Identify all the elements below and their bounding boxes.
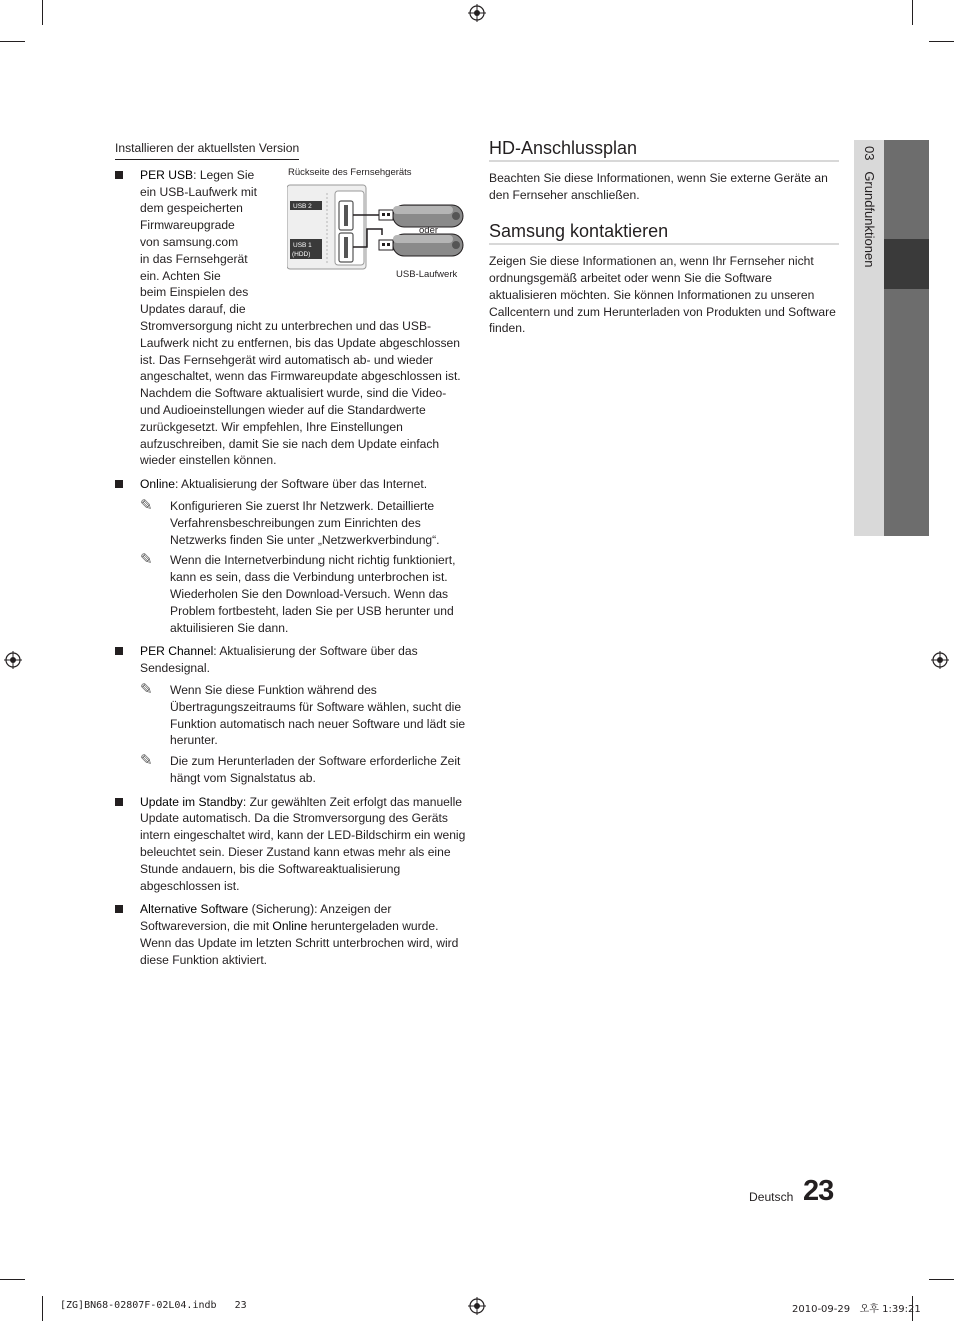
list-item <box>115 794 467 895</box>
crop-mark <box>929 41 954 42</box>
list-item <box>115 167 467 469</box>
slug-file: [ZG]BN68-02807F-02L04.indb 23 <box>60 1300 247 1311</box>
item-text-rest: Stromversorgung nicht zu unterbrechen und das USB-Laufwerk nicht zu entfernen, bis das Update abgeschlossen ist. Das Fernsehgerät wird automatisch ab- und wieder angeschaltet, wenn das Firmwareupdate abgeschlossen ist. Nachdem die Software aktualisiert wurde, sind die Video- und Audioeinstellungen wieder auf die Standardwerte zurückgesetzt. Wir empfehlen, Ihre Einstellungen aufzuschreiben, damit Sie sie nach dem Update einfach wieder einstellen können. <box>140 318 461 468</box>
page-number: 23 <box>803 1175 834 1207</box>
note <box>140 495 467 548</box>
item-text: : Zur gewählten Zeit erfolgt das manuelle Update automatisch. Da die Stromversorgung des Geräts intern eingeschaltet wird, kann der LED-Bildschirm ein wenig beleuchtet sein. Dieser Zustand kann etwas mehr als eine Stunde andauern, bis die Softwareaktualisierung abgeschlossen ist. <box>140 794 466 893</box>
left-column <box>115 140 467 969</box>
usb1-port-sublabel: (HDD) <box>292 250 311 258</box>
item-label: Update im Standby <box>140 794 243 809</box>
bullet-icon <box>115 905 123 913</box>
registration-mark-icon <box>468 4 486 22</box>
tv-back-label: Rückseite des Fernsehgeräts <box>288 166 412 178</box>
text-line: von samsung.com <box>140 234 239 249</box>
bullet-icon <box>115 480 123 488</box>
item-label: PER USB <box>140 167 194 182</box>
note-text: Wenn die Internetverbindung nicht richtig funktioniert, kann es sein, dass die Verbindung unterbrochen ist. Wiederholen Sie den Download-Versuch. Wenn das Problem fortbesteht, laden Sie per USB herunter und aktuilisieren Sie dann. <box>170 553 456 635</box>
or-label: oder <box>419 224 439 236</box>
note-text: Wenn Sie diese Funktion während des Übertragungszeitraums für Software wählen, sucht die Funktion automatisch nach neuer Software und lädt sie herunter. <box>170 682 466 748</box>
chapter-tab-band <box>884 140 929 536</box>
item-inline-label: Online <box>272 919 308 934</box>
item-text: (Sicherung): Anzeigen der Softwareversion, die mit <box>140 902 392 934</box>
note <box>140 753 467 787</box>
registration-mark-icon <box>468 1297 486 1315</box>
text-line: Updates darauf, die <box>140 302 246 317</box>
text-line: ein USB-Laufwerk mit <box>140 184 257 199</box>
text-line: in das Fernsehgerät <box>140 251 248 266</box>
chapter-tab-marker <box>884 239 929 289</box>
right-column <box>489 140 839 337</box>
crop-mark <box>912 0 913 25</box>
item-text: heruntergeladen wurde. Wenn das Update im letzten Schritt unterbrochen wird, wird diese Funktion aktiviert. <box>140 919 459 967</box>
section-heading-contact-samsung: Samsung kontaktieren <box>489 223 839 245</box>
item-text-narrow <box>140 167 270 318</box>
usb-connection-diagram <box>287 165 469 281</box>
note-text: Die zum Herunterladen der Software erforderliche Zeit hängt vom Signalstatus ab. <box>170 754 461 785</box>
slug-date: 2010-09-29 오후 1:39:21 <box>792 1304 921 1315</box>
note <box>140 679 467 749</box>
text-line: beim Einspielen des <box>140 285 249 300</box>
pencil-note-icon: ✎ <box>140 679 153 698</box>
text-line: : Legen Sie <box>193 167 255 182</box>
usb1-port-label: USB 1 <box>293 241 312 249</box>
item-text: : Aktualisierung der Software über das Internet. <box>174 477 428 492</box>
crop-mark <box>0 41 25 42</box>
section-heading-hd-connection: HD-Anschlussplan <box>489 140 839 162</box>
chapter-number: 03 <box>862 146 877 161</box>
item-label: Alternative Software <box>140 902 249 917</box>
list-item <box>115 901 467 968</box>
usb-drive-label: USB-Laufwerk <box>396 268 458 280</box>
crop-mark <box>42 0 43 25</box>
section-text: Zeigen Sie diese Informationen an, wenn Ihr Fernseher nicht ordnungsgemäß arbeitet oder wenn Sie die Software aktualisieren möchten. Sie können Informationen zu unseren Callcentern und zum Herunterladen von Produkten und Software finden. <box>489 254 836 336</box>
footer-language: Deutsch <box>749 1190 794 1204</box>
bullet-icon <box>115 647 123 655</box>
bullet-icon <box>115 798 123 806</box>
item-label: Online <box>140 477 175 492</box>
chapter-name: Grundfunktionen <box>862 171 877 268</box>
text-line: ein. Achten Sie <box>140 268 221 283</box>
section-text: Beachten Sie diese Informationen, wenn Sie externe Geräte an den Fernseher anschließen. <box>489 170 828 202</box>
list-item <box>115 643 467 786</box>
text-line: dem gespeicherten <box>140 201 243 216</box>
crop-mark <box>42 1296 43 1321</box>
note <box>140 552 467 636</box>
subheading: Installieren der aktuellsten Version <box>115 140 299 160</box>
item-text: : Aktualisierung der Software über das Sendesignal. <box>140 644 418 676</box>
bullet-icon <box>115 171 123 179</box>
item-label: PER Channel <box>140 644 214 659</box>
registration-mark-icon <box>4 651 22 669</box>
registration-mark-icon <box>931 651 949 669</box>
note-text: Konfigurieren Sie zuerst Ihr Netzwerk. Detaillierte Verfahrensbeschreibungen zum Einrichten des Netzwerks finden Sie unter „Netzwerkverbindung“. <box>170 498 440 547</box>
chapter-title <box>862 146 877 267</box>
pencil-note-icon: ✎ <box>140 751 153 770</box>
usb2-port-label: USB 2 <box>293 202 312 210</box>
text-line: Firmwareupgrade <box>140 218 235 233</box>
list-item <box>115 476 467 636</box>
pencil-note-icon: ✎ <box>140 550 153 569</box>
pencil-note-icon: ✎ <box>140 495 153 514</box>
crop-mark <box>929 1279 954 1280</box>
crop-mark <box>0 1279 25 1280</box>
